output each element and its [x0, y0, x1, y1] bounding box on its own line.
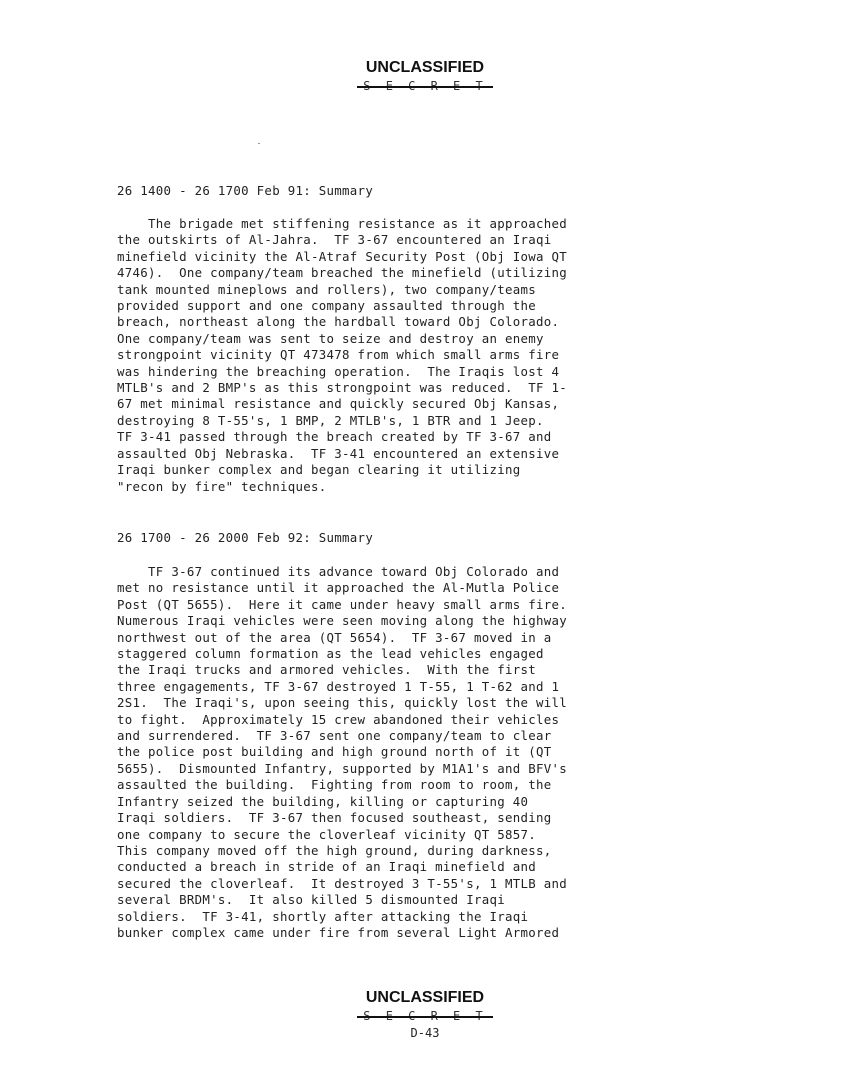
section-2-body	[117, 564, 707, 941]
header-classification: UNCLASSIFIED	[365, 59, 485, 76]
footer-classification: UNCLASSIFIED	[365, 989, 485, 1006]
text-line: "recon by fire" techniques.	[117, 478, 327, 494]
text-line: one company to secure the cloverleaf vicinity QT 5857.	[117, 826, 537, 842]
text-line: provided support and one company assaulted through the	[117, 298, 537, 314]
text-line: northwest out of the area (QT 5654). TF 3-67 moved in a	[117, 629, 552, 645]
text-line: Infantry seized the building, killing or capturing 40	[117, 793, 529, 809]
text-line: tank mounted mineplows and rollers), two company/teams	[117, 281, 537, 297]
text-line: minefield vicinity the Al-Atraf Security Post (Obj Iowa QT	[117, 248, 568, 264]
text-line: MTLB's and 2 BMP's as this strongpoint was reduced. TF 1-	[117, 380, 568, 396]
text-line: Post (QT 5655). Here it came under heavy small arms fire.	[117, 596, 568, 612]
text-line: Iraqi bunker complex and began clearing it utilizing	[117, 462, 521, 478]
text-line: destroying 8 T-55's, 1 BMP, 2 MTLB's, 1 BTR and 1 Jeep.	[117, 412, 544, 428]
text-line: assaulted Obj Nebraska. TF 3-41 encountered an extensive	[117, 445, 560, 461]
text-line: One company/team was sent to seize and destroy an enemy	[117, 330, 544, 346]
section-1-heading: 26 1400 - 26 1700 Feb 91: Summary	[117, 183, 374, 198]
stray-dot	[258, 143, 260, 144]
section-1-body	[117, 216, 707, 495]
text-line: TF 3-67 continued its advance toward Obj Colorado and	[117, 564, 560, 579]
text-line: met no resistance until it approached the Al-Mutla Police	[117, 580, 560, 596]
text-line: strongpoint vicinity QT 473478 from which small arms fire	[117, 347, 560, 363]
text-line: the Iraqi trucks and armored vehicles. With the first	[117, 662, 537, 678]
text-line: soldiers. TF 3-41, shortly after attacking the Iraqi	[117, 908, 529, 924]
text-line: staggered column formation as the lead vehicles engaged	[117, 646, 544, 662]
text-line: the police post building and high ground north of it (QT	[117, 744, 552, 760]
text-line: secured the cloverleaf. It destroyed 3 T-55's, 1 MTLB and	[117, 875, 568, 891]
text-line: the outskirts of Al-Jahra. TF 3-67 encountered an Iraqi	[117, 232, 552, 248]
text-line: This company moved off the high ground, during darkness,	[117, 842, 552, 858]
text-line: conducted a breach in stride of an Iraqi minefield and	[117, 859, 537, 875]
text-line: Numerous Iraqi vehicles were seen moving along the highway	[117, 613, 568, 629]
text-line: bunker complex came under fire from several Light Armored	[117, 924, 560, 940]
text-line: three engagements, TF 3-67 destroyed 1 T-55, 1 T-62 and 1	[117, 678, 560, 694]
text-line: Iraqi soldiers. TF 3-67 then focused southeast, sending	[117, 810, 552, 826]
page-number: D-43	[410, 1026, 440, 1040]
text-line: assaulted the building. Fighting from room to room, the	[117, 777, 552, 793]
text-line: breach, northeast along the hardball toward Obj Colorado.	[117, 314, 560, 330]
text-line: to fight. Approximately 15 crew abandoned their vehicles	[117, 711, 560, 727]
header-secret-mark	[0, 79, 850, 93]
footer-secret-text: S E C R E T	[359, 1009, 490, 1023]
text-line: 5655). Dismounted Infantry, supported by M1A1's and BFV's	[117, 760, 568, 776]
text-line: was hindering the breaching operation. The Iraqis lost 4	[117, 363, 560, 379]
section-2	[117, 530, 707, 546]
text-line: TF 3-41 passed through the breach created by TF 3-67 and	[117, 429, 552, 445]
header-secret-text: S E C R E T	[359, 79, 490, 93]
section-1	[117, 183, 707, 199]
text-line: 4746). One company/team breached the minefield (utilizing	[117, 265, 568, 281]
footer-secret-mark	[0, 1009, 850, 1023]
text-line: and surrendered. TF 3-67 sent one company/team to clear	[117, 728, 552, 744]
text-line: 67 met minimal resistance and quickly secured Obj Kansas,	[117, 396, 560, 412]
text-line: 2S1. The Iraqi's, upon seeing this, quickly lost the will	[117, 695, 568, 711]
section-2-heading: 26 1700 - 26 2000 Feb 92: Summary	[117, 530, 374, 545]
text-line: several BRDM's. It also killed 5 dismounted Iraqi	[117, 892, 505, 908]
text-line: The brigade met stiffening resistance as it approached	[117, 216, 568, 231]
